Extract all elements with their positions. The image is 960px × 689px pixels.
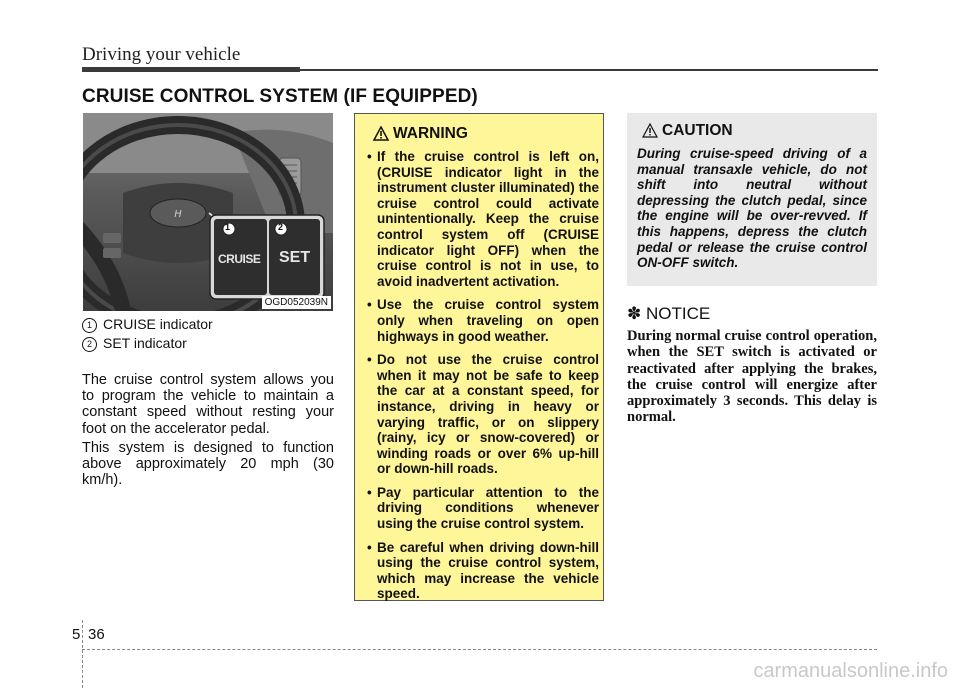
warning-item: • Use the cruise control system only when traveling on open highways in good weather. [367, 297, 599, 344]
warning-title: WARNING [393, 125, 468, 142]
callout-2: 2 [278, 222, 284, 232]
header-rule-thick [82, 67, 300, 72]
notice-title: ✽ NOTICE [627, 304, 711, 323]
body-paragraph-1: The cruise control system allows you to program the vehicle to maintain a constant speed without resting your foot on the accelerator pedal. [82, 372, 334, 437]
warning-item: • Be careful when driving down-hill using the cruise control system, which may increase the vehicle speed. [367, 539, 599, 602]
chapter-number: 5 [72, 626, 81, 643]
page-number: 36 [88, 626, 105, 643]
legend-number: 1 [82, 318, 97, 333]
watermark: carmanualsonline.info [753, 660, 948, 682]
legend-label: CRUISE indicator [103, 316, 213, 332]
section-title: CRUISE CONTROL SYSTEM (IF EQUIPPED) [82, 86, 478, 107]
notice-text: During normal cruise control operation, when the SET switch is activated or reactivated after applying the brakes, the cruise control will energize after approximately 3 seconds. This delay is normal. [627, 328, 877, 426]
body-paragraph-2: This system is designed to function above approximately 20 mph (30 km/h). [82, 440, 334, 489]
header-rule-thin [300, 69, 878, 71]
caution-triangle-icon [642, 123, 658, 138]
callout-1: 1 [225, 222, 231, 232]
warning-item: • Do not use the cruise control when it may not be safe to keep the car at a constant speed, for instance, driving in heavy or varying traffic, or on slippery (rainy, icy or snow-covered) or winding roads or over 6% up-hill or down-hill roads. [367, 352, 599, 477]
legend-number: 2 [82, 337, 97, 352]
caution-title: CAUTION [662, 122, 733, 139]
legend-item-cruise [82, 316, 213, 333]
footer-divider [82, 620, 84, 688]
svg-text:H: H [174, 209, 182, 220]
footer-rule [82, 649, 877, 650]
legend-item-set [82, 335, 187, 352]
figure-code: OGD052039N [262, 296, 331, 309]
steering-wheel-photo [83, 113, 333, 311]
caution-text: During cruise-speed driving of a manual transaxle vehicle, do not shift into neutral without depressing the clutch pedal, since the engine will be over-revved. If this happens, depress the clutch pedal or release the cruise control ON-OFF switch. [637, 146, 867, 271]
running-header: Driving your vehicle [82, 44, 241, 65]
legend-label: SET indicator [103, 335, 187, 351]
warning-item: • If the cruise control is left on, (CRUISE indicator light in the instrument cluster illuminated) the cruise control could activate unintentionally. Keep the cruise control system off (CRUISE indicator light OFF) when the cruise control is not in use, to avoid inadvertent activation. [367, 149, 599, 289]
warning-triangle-icon [373, 126, 389, 141]
warning-box [354, 113, 604, 601]
cruise-switch-label: CRUISE [218, 252, 261, 266]
warning-list [365, 149, 599, 610]
caution-box [627, 113, 877, 286]
warning-item: • Pay particular attention to the driving conditions whenever using the cruise control system. [367, 484, 599, 532]
steering-wheel-illustration [83, 113, 333, 311]
set-switch-label: SET [279, 249, 311, 266]
